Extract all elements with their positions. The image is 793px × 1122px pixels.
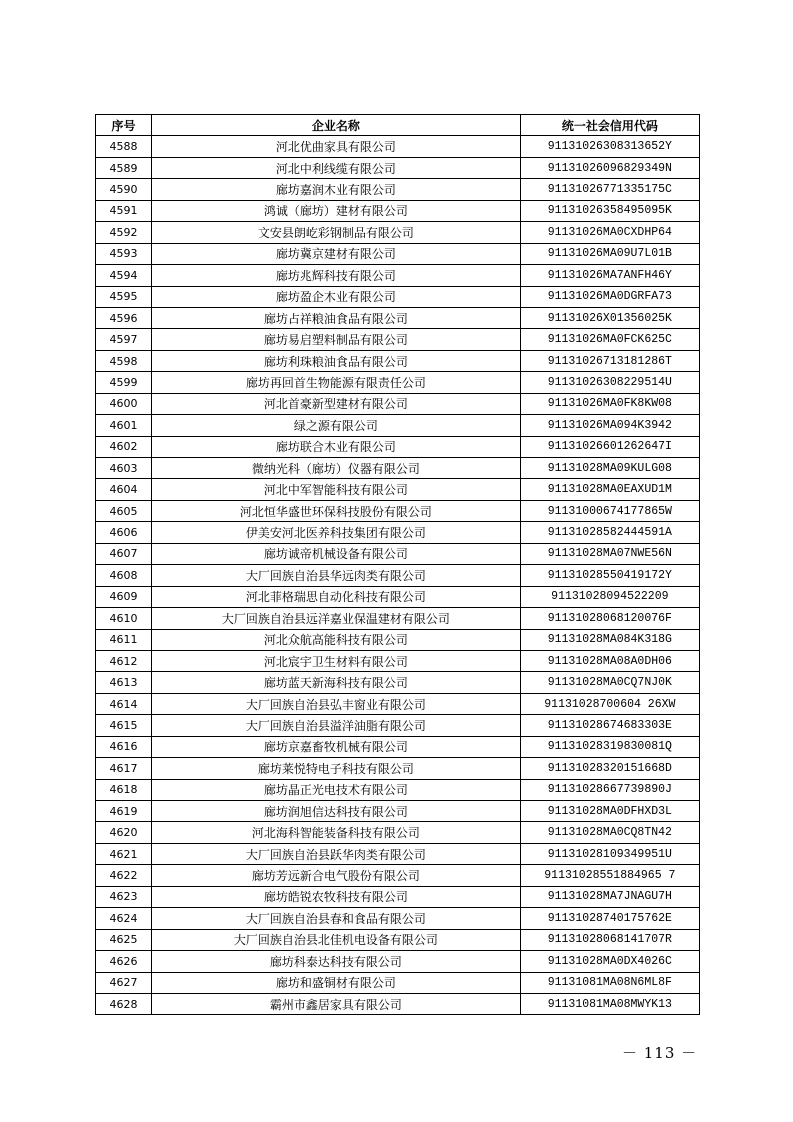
table-row	[96, 479, 700, 500]
cell-serial-number: 4593	[96, 243, 152, 264]
table-row	[96, 350, 700, 371]
cell-serial-number: 4601	[96, 415, 152, 436]
cell-enterprise-name: 廊坊莱悦特电子科技有限公司	[152, 758, 521, 779]
cell-credit-code: 91131028109349951U	[520, 843, 699, 864]
cell-serial-number: 4621	[96, 843, 152, 864]
cell-credit-code: 91131028551884965 7	[520, 865, 699, 886]
cell-enterprise-name: 廊坊科泰达科技有限公司	[152, 951, 521, 972]
table-row	[96, 886, 700, 907]
table-row	[96, 329, 700, 350]
cell-enterprise-name: 微纳光科（廊坊）仪器有限公司	[152, 458, 521, 479]
cell-credit-code: 91131026MA7ANFH46Y	[520, 265, 699, 286]
table-row	[96, 565, 700, 586]
cell-serial-number: 4598	[96, 350, 152, 371]
cell-serial-number: 4618	[96, 779, 152, 800]
cell-credit-code: 91131081MA08MWYK13	[520, 993, 699, 1014]
table-row	[96, 822, 700, 843]
cell-serial-number: 4599	[96, 372, 152, 393]
cell-enterprise-name: 廊坊占祥粮油食品有限公司	[152, 307, 521, 328]
cell-enterprise-name: 廊坊晶正光电技术有限公司	[152, 779, 521, 800]
cell-serial-number: 4615	[96, 715, 152, 736]
cell-serial-number: 4624	[96, 908, 152, 929]
table-row	[96, 222, 700, 243]
cell-credit-code: 91131026MA0CXDHP64	[520, 222, 699, 243]
table-row	[96, 543, 700, 564]
cell-credit-code: 91131028MA07NWE56N	[520, 543, 699, 564]
cell-credit-code: 91131028MA09KULG08	[520, 458, 699, 479]
cell-enterprise-name: 河北众航高能科技有限公司	[152, 629, 521, 650]
cell-serial-number: 4605	[96, 500, 152, 521]
cell-enterprise-name: 廊坊联合木业有限公司	[152, 436, 521, 457]
cell-enterprise-name: 鸿诚（廊坊）建材有限公司	[152, 200, 521, 221]
cell-enterprise-name: 河北优曲家具有限公司	[152, 136, 521, 157]
cell-serial-number: 4614	[96, 693, 152, 714]
cell-credit-code: 91131028MA0CQ7NJ0K	[520, 672, 699, 693]
table-row	[96, 136, 700, 157]
cell-serial-number: 4617	[96, 758, 152, 779]
cell-serial-number: 4623	[96, 886, 152, 907]
enterprise-table	[95, 114, 700, 1015]
cell-serial-number: 4607	[96, 543, 152, 564]
table-row	[96, 650, 700, 671]
cell-credit-code: 91131026X01356025K	[520, 307, 699, 328]
cell-enterprise-name: 霸州市鑫居家具有限公司	[152, 993, 521, 1014]
table-row	[96, 458, 700, 479]
cell-enterprise-name: 廊坊兆辉科技有限公司	[152, 265, 521, 286]
cell-credit-code: 91131028094522209	[520, 586, 699, 607]
cell-credit-code: 91131026MA0FCK625C	[520, 329, 699, 350]
cell-credit-code: 91131028MA084K318G	[520, 629, 699, 650]
table-row	[96, 629, 700, 650]
cell-credit-code: 91131028068141707R	[520, 929, 699, 950]
cell-enterprise-name: 大厂回族自治县远洋嘉业保温建材有限公司	[152, 608, 521, 629]
cell-credit-code: 91131028MA0DFHXD3L	[520, 801, 699, 822]
page-number: － 113 －	[622, 1044, 698, 1062]
cell-serial-number: 4626	[96, 951, 152, 972]
cell-serial-number: 4588	[96, 136, 152, 157]
cell-credit-code: 91131028320151668D	[520, 758, 699, 779]
table-row	[96, 908, 700, 929]
cell-enterprise-name: 廊坊再回首生物能源有限责任公司	[152, 372, 521, 393]
cell-enterprise-name: 大厂回族自治县溢洋油脂有限公司	[152, 715, 521, 736]
table-body	[96, 136, 700, 1015]
cell-credit-code: 91131028582444591A	[520, 522, 699, 543]
cell-serial-number: 4619	[96, 801, 152, 822]
table-row	[96, 179, 700, 200]
cell-credit-code: 91131026MA094K3942	[520, 415, 699, 436]
table-row	[96, 993, 700, 1014]
cell-serial-number: 4620	[96, 822, 152, 843]
cell-credit-code: 91131028319830081Q	[520, 736, 699, 757]
cell-serial-number: 4594	[96, 265, 152, 286]
cell-credit-code: 91131026358495095K	[520, 200, 699, 221]
cell-serial-number: 4611	[96, 629, 152, 650]
cell-enterprise-name: 廊坊皓锐农牧科技有限公司	[152, 886, 521, 907]
cell-credit-code: 91131028667739890J	[520, 779, 699, 800]
cell-enterprise-name: 河北中军智能科技有限公司	[152, 479, 521, 500]
table-row	[96, 672, 700, 693]
cell-serial-number: 4596	[96, 307, 152, 328]
cell-enterprise-name: 河北恒华盛世环保科技股份有限公司	[152, 500, 521, 521]
cell-serial-number: 4589	[96, 157, 152, 178]
cell-serial-number: 4608	[96, 565, 152, 586]
cell-enterprise-name: 绿之源有限公司	[152, 415, 521, 436]
header-serial-number: 序号	[96, 115, 152, 136]
cell-serial-number: 4616	[96, 736, 152, 757]
cell-credit-code: 91131026601262647I	[520, 436, 699, 457]
table-row	[96, 843, 700, 864]
table-row	[96, 157, 700, 178]
cell-credit-code: 91131026308313652Y	[520, 136, 699, 157]
cell-serial-number: 4591	[96, 200, 152, 221]
cell-credit-code: 91131028MA08A0DH06	[520, 650, 699, 671]
cell-credit-code: 91131026MA0DGRFA73	[520, 286, 699, 307]
cell-serial-number: 4606	[96, 522, 152, 543]
cell-serial-number: 4622	[96, 865, 152, 886]
cell-credit-code: 91131026096829349N	[520, 157, 699, 178]
cell-serial-number: 4597	[96, 329, 152, 350]
table-row	[96, 715, 700, 736]
cell-serial-number: 4602	[96, 436, 152, 457]
table-row	[96, 736, 700, 757]
cell-credit-code: 91131028700604 26XW	[520, 693, 699, 714]
cell-enterprise-name: 伊美安河北医养科技集团有限公司	[152, 522, 521, 543]
cell-enterprise-name: 河北中利线缆有限公司	[152, 157, 521, 178]
cell-credit-code: 91131026771335175C	[520, 179, 699, 200]
cell-enterprise-name: 廊坊芳远新合电气股份有限公司	[152, 865, 521, 886]
cell-credit-code: 91131000674177865W	[520, 500, 699, 521]
table-row	[96, 393, 700, 414]
cell-enterprise-name: 廊坊嘉润木业有限公司	[152, 179, 521, 200]
cell-serial-number: 4604	[96, 479, 152, 500]
cell-credit-code: 91131026713181286T	[520, 350, 699, 371]
cell-enterprise-name: 廊坊利珠粮油食品有限公司	[152, 350, 521, 371]
table-row	[96, 415, 700, 436]
table-row	[96, 522, 700, 543]
cell-credit-code: 91131028MA0DX4026C	[520, 951, 699, 972]
table-row	[96, 951, 700, 972]
cell-serial-number: 4625	[96, 929, 152, 950]
table-row	[96, 436, 700, 457]
table-row	[96, 372, 700, 393]
cell-enterprise-name: 河北首豪新型建材有限公司	[152, 393, 521, 414]
table-header-row	[96, 115, 700, 136]
table-row	[96, 608, 700, 629]
table-row	[96, 758, 700, 779]
cell-enterprise-name: 大厂回族自治县跃华肉类有限公司	[152, 843, 521, 864]
table-row	[96, 586, 700, 607]
cell-credit-code: 91131028MA0CQ8TN42	[520, 822, 699, 843]
cell-enterprise-name: 廊坊蓝天新海科技有限公司	[152, 672, 521, 693]
cell-credit-code: 91131028550419172Y	[520, 565, 699, 586]
table-row	[96, 500, 700, 521]
cell-enterprise-name: 大厂回族自治县弘丰窗业有限公司	[152, 693, 521, 714]
table-row	[96, 801, 700, 822]
cell-credit-code: 91131028740175762E	[520, 908, 699, 929]
table-row	[96, 200, 700, 221]
cell-credit-code: 91131028MA0EAXUD1M	[520, 479, 699, 500]
cell-credit-code: 91131026MA0FK8KW08	[520, 393, 699, 414]
cell-serial-number: 4590	[96, 179, 152, 200]
table-row	[96, 243, 700, 264]
cell-enterprise-name: 廊坊诚帝机械设备有限公司	[152, 543, 521, 564]
cell-enterprise-name: 廊坊盈企木业有限公司	[152, 286, 521, 307]
table-row	[96, 865, 700, 886]
header-credit-code: 统一社会信用代码	[520, 115, 699, 136]
cell-enterprise-name: 文安县朗屹彩钢制品有限公司	[152, 222, 521, 243]
cell-enterprise-name: 廊坊和盛铜材有限公司	[152, 972, 521, 993]
cell-credit-code: 91131026308229514U	[520, 372, 699, 393]
cell-credit-code: 91131026MA09U7L01B	[520, 243, 699, 264]
cell-serial-number: 4592	[96, 222, 152, 243]
cell-credit-code: 91131028674683303E	[520, 715, 699, 736]
cell-serial-number: 4600	[96, 393, 152, 414]
cell-enterprise-name: 河北海科智能装备科技有限公司	[152, 822, 521, 843]
table-row	[96, 779, 700, 800]
cell-credit-code: 91131028068120076F	[520, 608, 699, 629]
cell-credit-code: 91131028MA7JNAGU7H	[520, 886, 699, 907]
header-enterprise-name: 企业名称	[152, 115, 521, 136]
cell-enterprise-name: 大厂回族自治县华远肉类有限公司	[152, 565, 521, 586]
table-row	[96, 265, 700, 286]
cell-serial-number: 4628	[96, 993, 152, 1014]
cell-enterprise-name: 廊坊冀京建材有限公司	[152, 243, 521, 264]
table-row	[96, 929, 700, 950]
cell-enterprise-name: 河北宸宇卫生材料有限公司	[152, 650, 521, 671]
table-row	[96, 286, 700, 307]
table-row	[96, 307, 700, 328]
cell-credit-code: 91131081MA08N6ML8F	[520, 972, 699, 993]
cell-enterprise-name: 廊坊润旭信达科技有限公司	[152, 801, 521, 822]
cell-enterprise-name: 廊坊京嘉畜牧机械有限公司	[152, 736, 521, 757]
cell-serial-number: 4613	[96, 672, 152, 693]
cell-enterprise-name: 河北菲格瑞思自动化科技有限公司	[152, 586, 521, 607]
cell-serial-number: 4627	[96, 972, 152, 993]
cell-serial-number: 4603	[96, 458, 152, 479]
cell-serial-number: 4609	[96, 586, 152, 607]
cell-serial-number: 4595	[96, 286, 152, 307]
table-row	[96, 972, 700, 993]
table-row	[96, 693, 700, 714]
cell-enterprise-name: 大厂回族自治县春和食品有限公司	[152, 908, 521, 929]
cell-enterprise-name: 廊坊易启塑料制品有限公司	[152, 329, 521, 350]
cell-enterprise-name: 大厂回族自治县北佳机电设备有限公司	[152, 929, 521, 950]
cell-serial-number: 4612	[96, 650, 152, 671]
cell-serial-number: 4610	[96, 608, 152, 629]
